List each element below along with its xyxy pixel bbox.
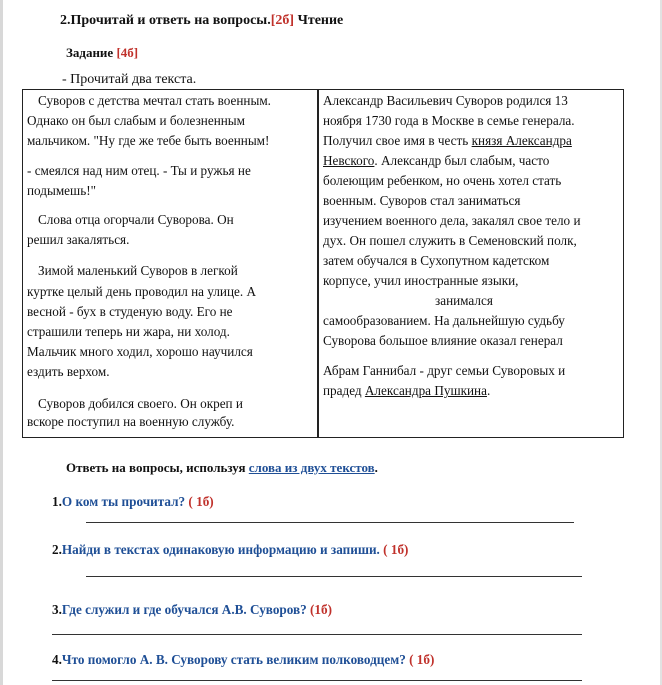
- page-edge-left: [0, 0, 3, 685]
- left-text-line: весной - бух в студеную воду. Его не: [27, 304, 233, 319]
- section-mode: Чтение: [297, 13, 344, 28]
- left-text-line: Однако он был слабым и болезненным: [27, 113, 246, 128]
- questions-intro: Ответь на вопросы, используя слова из двух текстов.: [66, 460, 378, 475]
- right-text-line: ноября 1730 года в Москве в семье генерала.: [323, 113, 575, 128]
- right-text-line: затем обучался в Сухопутном кадетском: [323, 253, 550, 268]
- answer-line-2[interactable]: [86, 576, 582, 577]
- left-text-line: ездить верхом.: [27, 364, 110, 379]
- left-text-line: Суворов с детства мечтал стать военным.: [38, 93, 271, 108]
- left-text-line: куртке целый день проводил на улице. А: [27, 284, 256, 299]
- answer-line-4[interactable]: [52, 680, 582, 681]
- section-title: 2.Прочитай и ответь на вопросы.: [60, 13, 271, 28]
- link-nevsky[interactable]: Невского: [323, 153, 375, 168]
- left-text-line: Слова отца огорчали Суворова. Он: [38, 212, 234, 227]
- right-text-line: корпусе, учил иностранные языки,: [323, 273, 519, 288]
- table-column-divider: [317, 89, 319, 438]
- section-heading: [60, 13, 343, 29]
- right-text-line: самообразованием. На дальнейшую судьбу: [323, 313, 565, 328]
- two-texts-link[interactable]: слова из двух текстов: [248, 460, 375, 475]
- task-instruction: - Прочитай два текста.: [62, 72, 197, 87]
- left-text-line: решил закаляться.: [27, 232, 130, 247]
- right-text-line: изучением военного дела, закалял свое тело и: [323, 213, 581, 228]
- question-3: 3.Где служил и где обучался А.В. Суворов? (1б): [52, 602, 333, 617]
- right-text-line: занимался: [435, 293, 493, 308]
- link-prince-alexander[interactable]: князя Александра: [471, 133, 572, 148]
- right-text-line: болеющим ребенком, но очень хотел стать: [323, 173, 562, 188]
- right-text-line: Александр Васильевич Суворов родился 13: [323, 93, 568, 108]
- right-text-line: Суворова большое влияние оказал генерал: [323, 333, 563, 348]
- left-text-line: Мальчик много ходил, хорошо научился: [27, 344, 253, 359]
- task-label: Задание: [66, 45, 114, 60]
- left-text-line: Суворов добился своего. Он окреп и: [38, 396, 243, 411]
- left-text-line: вскоре поступил на военную службу.: [27, 414, 235, 429]
- right-text-line: Получил свое имя в честь князя Александра: [323, 133, 572, 148]
- left-text-line: подымешь!": [27, 183, 96, 198]
- right-text-line: Абрам Ганнибал - друг семьи Суворовых и: [323, 363, 566, 378]
- question-4: 4.Что помогло А. В. Суворову стать великим полководцем? ( 1б): [52, 652, 435, 667]
- right-text-line: военным. Суворов стал заниматься: [323, 193, 521, 208]
- left-text-line: - смеялся над ним отец. - Ты и ружья не: [27, 163, 251, 178]
- answer-line-3[interactable]: [52, 634, 582, 635]
- right-text-line: дух. Он пошел служить в Семеновский полк,: [323, 233, 577, 248]
- answer-line-1[interactable]: [86, 522, 574, 523]
- right-text-line: Невского. Александр был слабым, часто: [323, 153, 550, 168]
- question-2: 2.Найди в текстах одинаковую информацию и запиши. ( 1б): [52, 542, 409, 557]
- question-1: 1.О ком ты прочитал? ( 1б): [52, 494, 214, 509]
- task-heading: [66, 45, 138, 61]
- left-text-line: мальчиком. "Ну где же тебе быть военным!: [27, 133, 270, 148]
- task-points: [4б]: [116, 45, 139, 60]
- left-text-line: Зимой маленький Суворов в легкой: [38, 263, 238, 278]
- section-points: [2б]: [270, 13, 295, 28]
- link-pushkin[interactable]: Александра Пушкина: [364, 383, 487, 398]
- left-text-line: страшили теперь ни жара, ни холод.: [27, 324, 230, 339]
- right-text-line: прадед Александра Пушкина.: [323, 383, 491, 398]
